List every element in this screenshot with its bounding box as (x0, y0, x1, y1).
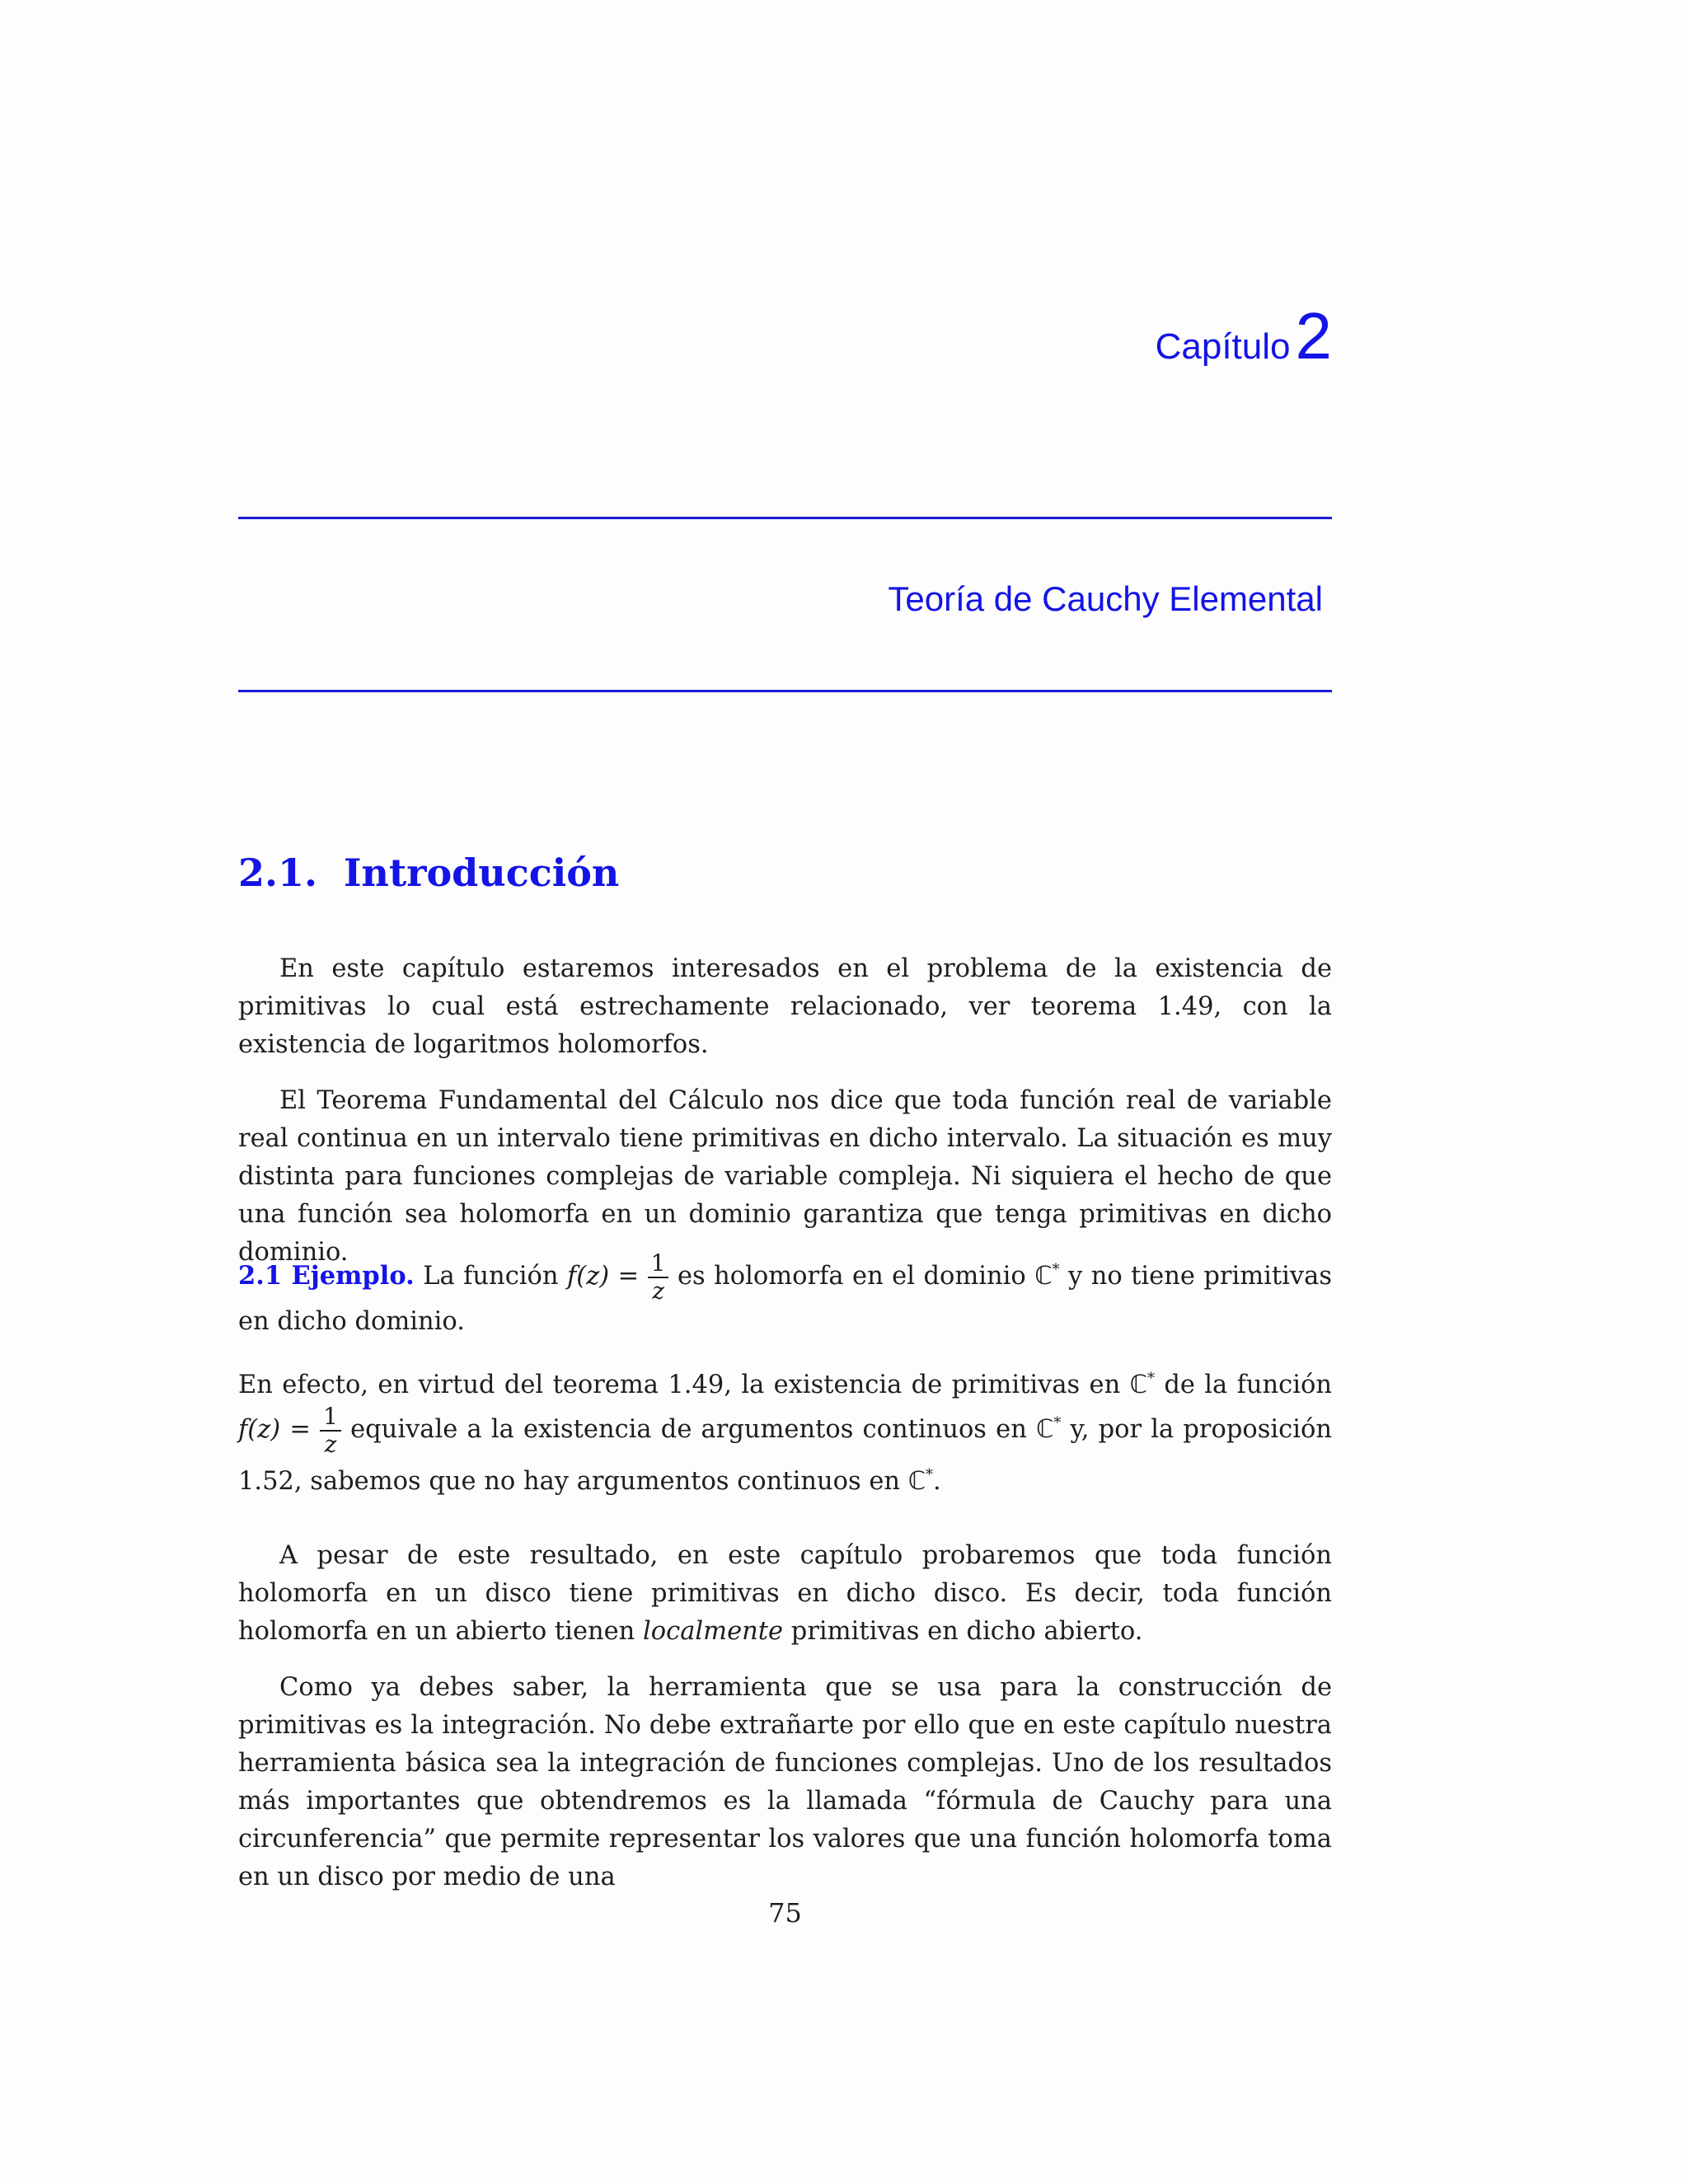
example-fraction (648, 1249, 669, 1305)
chapter-title: Teoría de Cauchy Elemental (888, 579, 1323, 618)
fraction-denominator: z (324, 1431, 337, 1458)
proof-fraction (320, 1405, 341, 1456)
star-superscript: * (1053, 1414, 1062, 1432)
example-function: f(z) = (567, 1262, 640, 1291)
chapter-bottom-rule (238, 690, 1332, 692)
complex-plane-symbol: ℂ (907, 1467, 926, 1496)
chapter-top-rule (238, 517, 1332, 519)
paragraph-5 (238, 1537, 1332, 1651)
emphasis-localmente: localmente (643, 1617, 784, 1646)
complex-plane-symbol: ℂ (1129, 1371, 1147, 1399)
section-number: 2.1. (238, 851, 318, 895)
chapter-number: 2 (1295, 299, 1332, 373)
paragraph-5-part-2: primitivas en dicho abierto. (790, 1617, 1143, 1646)
paragraph-2: El Teorema Fundamental del Cálculo nos dice que toda función real de variable real continua en un intervalo tiene primitivas en dicho intervalo. La situación es muy distinta para funciones complejas de variable compleja. Ni siquiera el hecho de que una función sea holomorfa en un dominio garantiza que tenga primitivas en dicho dominio. (238, 1086, 1332, 1267)
fraction-numerator: 1 (320, 1405, 341, 1432)
proof-paragraph (238, 1360, 1332, 1501)
fraction-numerator: 1 (648, 1252, 669, 1278)
complex-plane-symbol: ℂ (1034, 1262, 1053, 1291)
proof-part-1: En efecto, en virtud del teorema 1.49, la existencia de primitivas en (238, 1371, 1121, 1399)
star-superscript: * (1146, 1370, 1155, 1387)
star-superscript: * (1052, 1261, 1060, 1278)
example-text-after: y no tiene primitivas en dicho dominio. (238, 1262, 1332, 1336)
paragraph-5-part-1: A pesar de este resultado, en este capítulo probaremos que toda función holomorfa en un disco tiene primitivas en dicho disco. Es decir, toda función holomorfa en un abierto tienen (238, 1541, 1332, 1646)
proof-part-4: y, por la proposición 1.52, sabemos que no hay argumentos continuos en (238, 1415, 1332, 1496)
paragraph-6: Como ya debes saber, la herramienta que se usa para la construcción de primitivas es la integración. No debe extrañarte por ello que en este capítulo nuestra herramienta básica sea la integración de funciones complejas. Uno de los resultados más importantes que obtendremos es la llamada “fórmula de Cauchy para una circunferencia” que permite representar los valores que una función holomorfa toma en un disco por medio de una (238, 1673, 1332, 1891)
proof-part-3: equivale a la existencia de argumentos continuos en (350, 1415, 1027, 1444)
proof-function: f(z) = (238, 1415, 311, 1444)
chapter-label (1155, 299, 1332, 373)
chapter-word: Capítulo (1155, 326, 1291, 367)
fraction-denominator: z (652, 1277, 664, 1305)
page-number: 75 (768, 1897, 802, 1929)
example-text-middle: es holomorfa en el dominio (677, 1262, 1026, 1291)
section-title: Introducción (344, 851, 620, 895)
example-text-before: La función (423, 1262, 559, 1291)
example-label: 2.1 Ejemplo. (238, 1261, 415, 1291)
example-block (238, 1251, 1332, 1341)
section-heading (238, 851, 619, 895)
proof-part-2: de la función (1164, 1371, 1332, 1399)
complex-plane-symbol: ℂ (1036, 1415, 1054, 1444)
paragraph-1: En este capítulo estaremos interesados en el problema de la existencia de primitivas lo cual está estrechamente relacionado, ver teorema 1.49, con la existencia de logaritmos holomorfos. (238, 954, 1332, 1059)
proof-end: . (933, 1467, 941, 1496)
star-superscript: * (926, 1466, 934, 1483)
